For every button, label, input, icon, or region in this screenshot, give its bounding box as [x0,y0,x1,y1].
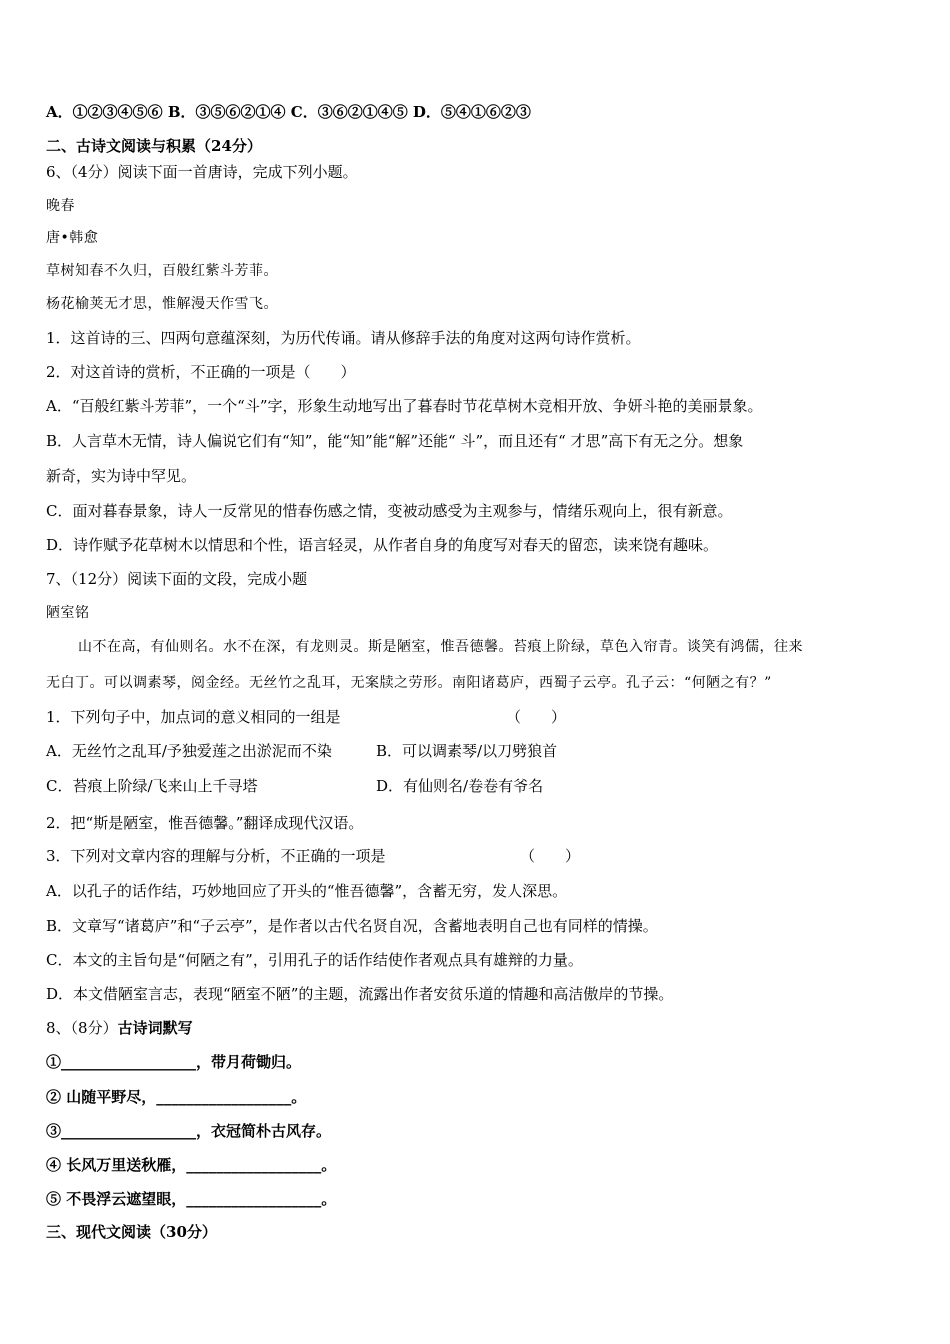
q7-sub3-option-c: C．本文的主旨句是“何陋之有”，引用孔子的话作结使作者观点具有雄辩的力量。 [46,951,583,969]
q7-sub1-option-d: D．有仙则名/卷卷有爷名 [376,777,544,795]
q7-sub3 [46,846,581,866]
poem-line-1: 草树知春不久归，百般红紫斗芳菲。 [46,263,278,279]
poem-line-2: 杨花榆荚无才思，惟解漫天作雪飞。 [46,296,278,312]
q6-stem: 6、（4分）阅读下面一首唐诗，完成下列小题。 [46,163,358,181]
q7-sub1-option-b: B．可以调素琴/以刀劈狼首 [376,742,558,760]
section3-title: 三、现代文阅读（30分） [46,1223,217,1241]
q8-item-1: ①__________________，带月荷锄归。 [46,1053,302,1071]
q7-sub2: 2．把“斯是陋室，惟吾德馨。”翻译成现代汉语。 [46,814,364,832]
q8-stem [46,1018,193,1038]
poem-title: 晚春 [46,198,75,214]
q7-sub1-cd [46,776,544,796]
q7-sub1-paren: （ ） [506,708,567,726]
q6-option-b-line2: 新奇，实为诗中罕见。 [46,467,197,485]
q7-sub3-stem: 3．下列对文章内容的理解与分析，不正确的一项是 [46,847,386,865]
q7-sub3-option-a: A．以孔子的话作结，巧妙地回应了开头的“惟吾德馨”，含蓄无穷，发人深思。 [46,882,568,900]
q7-text-line2: 无白丁。可以调素琴，阅金经。无丝竹之乱耳，无案牍之劳形。南阳诸葛庐，西蜀子云亭。孔子云：“何陋之有？” [46,675,772,691]
q6-sub2: 2．对这首诗的赏析，不正确的一项是（ ） [46,363,356,381]
q7-sub1-stem: 1．下列句子中，加点词的意义相同的一组是 [46,708,341,726]
q8-item-2: ② 山随平野尽，__________________。 [46,1088,307,1106]
q8-item-3: ③__________________，衣冠简朴古风存。 [46,1122,332,1140]
q7-text-line1: 山不在高，有仙则名。水不在深，有龙则灵。斯是陋室，惟吾德馨。苔痕上阶绿，草色入帘青。谈笑有鸿儒，往来 [78,639,803,655]
q6-option-a: A．“百般红紫斗芳菲”，一个“斗”字，形象生动地写出了暮春时节花草树木竞相开放、争妍斗艳的美丽景象。 [46,397,763,415]
q7-sub1 [46,707,567,727]
q7-text-title: 陋室铭 [46,605,90,621]
q6-option-d: D．诗作赋予花草树木以情思和个性，语言轻灵，从作者自身的角度写对春天的留恋，读来饶有趣味。 [46,536,719,554]
q7-sub3-option-d: D．本文借陋室言志，表现“陋室不陋”的主题，流露出作者安贫乐道的情趣和高洁傲岸的节操。 [46,985,674,1003]
q8-item-4: ④ 长风万里送秋雁，__________________。 [46,1156,337,1174]
q8-stem-prefix: 8、（8分） [46,1019,118,1037]
q7-sub1-option-a: A．无丝竹之乱耳/予独爱莲之出淤泥而不染 [46,742,332,760]
q8-item-5: ⑤ 不畏浮云遮望眼，__________________。 [46,1190,337,1208]
poem-author: 唐•韩愈 [46,230,99,246]
q7-sub1-ab [46,741,558,761]
q5-options: A．①②③④⑤⑥ B．③⑤⑥②①④ C．③⑥②①④⑤ D．⑤④①⑥②③ [46,103,531,121]
q7-stem: 7、（12分）阅读下面的文段，完成小题 [46,570,308,588]
q7-sub3-paren: （ ） [520,847,581,865]
q7-sub3-option-b: B．文章写“诸葛庐”和“子云亭”，是作者以古代名贤自况，含蓄地表明自己也有同样的情操。 [46,917,658,935]
q6-sub1: 1．这首诗的三、四两句意蕴深刻，为历代传诵。请从修辞手法的角度对这两句诗作赏析。 [46,329,641,347]
q8-stem-bold: 古诗词默写 [117,1019,193,1037]
q7-sub1-option-c: C．苔痕上阶绿/飞来山上千寻塔 [46,777,258,795]
q6-option-b-line1: B．人言草木无情，诗人偏说它们有“知”，能“知”能“解”还能“ 斗”，而且还有“ 才思”高下有无之分。想象 [46,432,744,450]
section2-title: 二、古诗文阅读与积累（24分） [46,137,262,155]
q6-option-c: C．面对暮春景象，诗人一反常见的惜春伤感之情，变被动感受为主观参与，情绪乐观向上，很有新意。 [46,502,733,520]
